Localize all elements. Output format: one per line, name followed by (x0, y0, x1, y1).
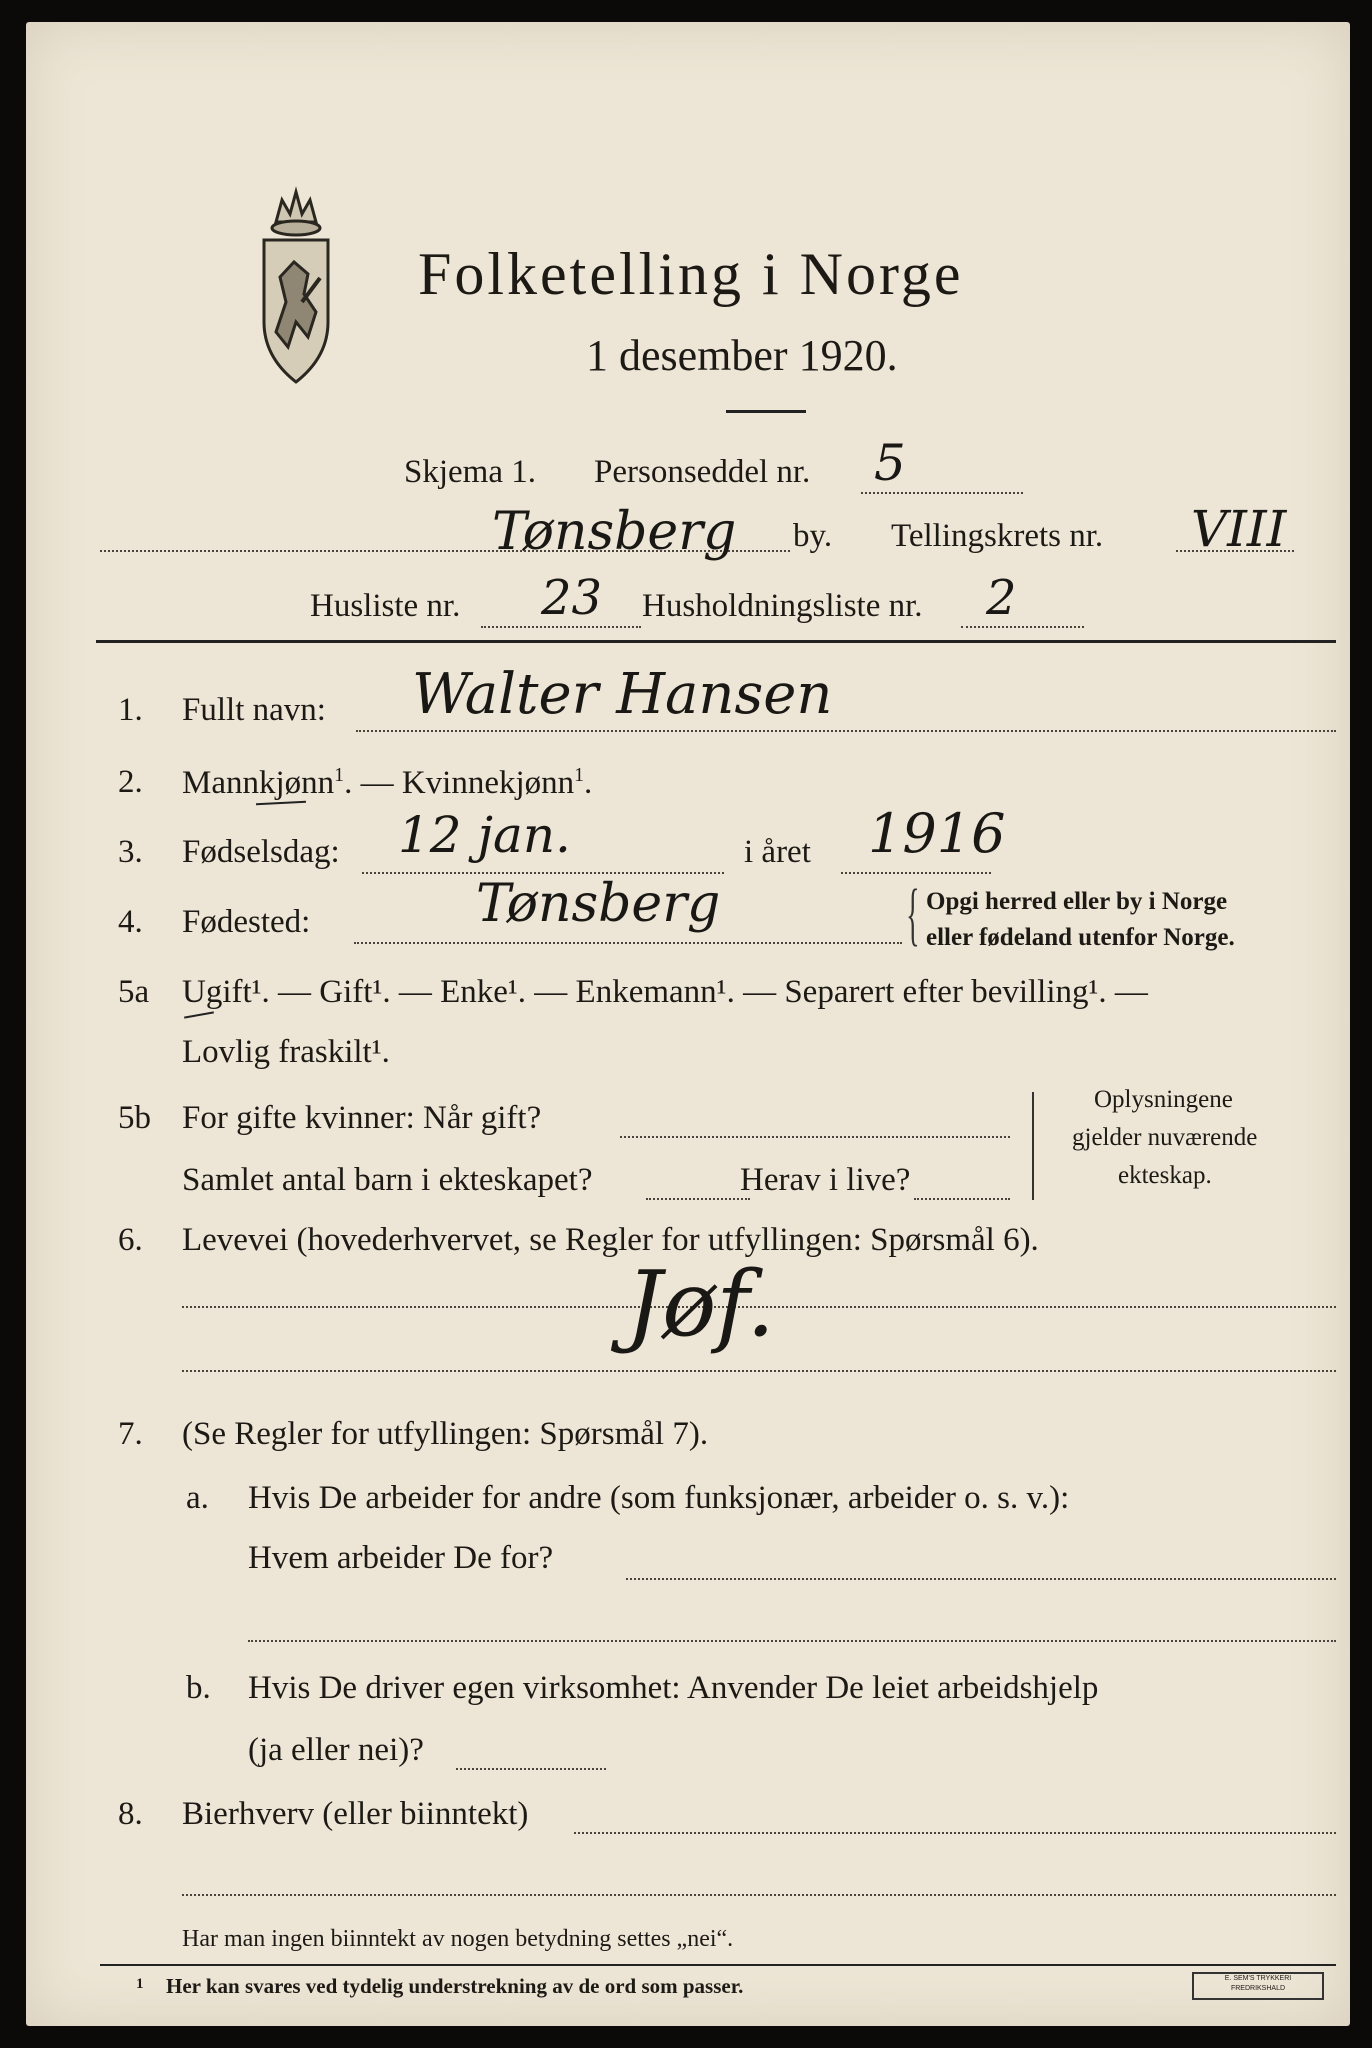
q7a-answer-line1 (626, 1578, 1336, 1580)
q2-kvinnekjonn: Kvinnekjønn (401, 765, 575, 801)
header-rule (96, 640, 1336, 643)
q3-year-value: 1916 (868, 802, 1006, 865)
footnote-mark: 1 (136, 1976, 144, 1992)
q2-number: 2. (118, 764, 143, 800)
husholdning-value: 2 (986, 570, 1017, 626)
q7a-line1: Hvis De arbeider for andre (som funksjonær, arbeider o. s. v.): (248, 1480, 1070, 1516)
husliste-label: Husliste nr. (310, 588, 461, 624)
q5a-underline-mark (184, 1011, 214, 1018)
q1-value: Walter Hansen (412, 662, 833, 727)
husholdning-label: Husholdningsliste nr. (642, 588, 923, 624)
q5a-options: Ugift¹. — Gift¹. — Enke¹. — Enkemann¹. — Separert efter bevilling¹. — (182, 974, 1148, 1010)
q5b-note-line3: ekteskap. (1118, 1162, 1212, 1189)
q4-label: Fødested: (182, 904, 311, 940)
q4-number: 4. (118, 904, 143, 940)
q5b-children-line (646, 1198, 750, 1200)
tellingskrets-label: Tellingskrets nr. (891, 518, 1104, 554)
personseddel-line (861, 492, 1023, 494)
q4-note-line2: eller fødeland utenfor Norge. (926, 924, 1235, 951)
q6-line2 (182, 1370, 1336, 1372)
q4-note-line1: Opgi herred eller by i Norge (926, 888, 1228, 915)
q7a-letter: a. (186, 1480, 209, 1516)
husholdning-line (961, 626, 1084, 628)
q6-value: Jøf. (626, 1252, 775, 1357)
footer-rule (100, 1964, 1336, 1966)
q5b-note-line1: Oplysningene (1094, 1086, 1233, 1113)
personseddel-value: 5 (874, 434, 906, 492)
q4-value: Tønsberg (476, 874, 721, 934)
q3-label: Fødselsdag: (182, 834, 340, 870)
q7-number: 7. (118, 1416, 143, 1452)
q3-year-line (841, 872, 991, 874)
q7a-line2: Hvem arbeider De for? (248, 1540, 554, 1576)
q4-brace: { (906, 876, 920, 953)
q5b-bracket (1032, 1092, 1034, 1200)
printer-mark (1192, 1972, 1324, 2000)
husliste-value: 23 (541, 570, 603, 626)
q7b-answer-line (456, 1768, 606, 1770)
q6-label: Levevei (hovederhvervet, se Regler for utfyllingen: Spørsmål 6). (182, 1222, 1039, 1258)
q8-label: Bierhverv (eller biinntekt) (182, 1796, 529, 1832)
q5a-number: 5a (118, 974, 150, 1010)
q2-mannkjonn: Mannkjønn (182, 765, 335, 801)
q1-line (356, 730, 1336, 732)
form-date: 1 desember 1920. (586, 331, 898, 380)
form-title: Folketelling i Norge (418, 241, 964, 307)
skjema-label: Skjema 1. (404, 454, 536, 490)
q7b-letter: b. (186, 1670, 211, 1706)
q7a-answer-line2 (248, 1640, 1336, 1642)
q5b-label-alive: Herav i live? (740, 1162, 911, 1198)
q3-number: 3. (118, 834, 143, 870)
printer-line1: E. SEM'S TRYKKERI (1224, 1975, 1292, 1982)
q5b-label-married: For gifte kvinner: Når gift? (182, 1100, 542, 1136)
q7b-line2: (ja eller nei)? (248, 1732, 424, 1768)
census-form (26, 22, 1350, 2026)
q3-value: 12 jan. (398, 806, 571, 864)
q5a-options-cont: Lovlig fraskilt¹. (182, 1034, 390, 1070)
q7b-line1: Hvis De driver egen virksomhet: Anvender De leiet arbeidshjelp (248, 1670, 1099, 1706)
q1-label: Fullt navn: (182, 692, 326, 728)
q1-number: 1. (118, 692, 143, 728)
footer-note: Har man ingen biinntekt av nogen betydning settes „nei“. (182, 1926, 734, 1952)
husliste-line (481, 626, 641, 628)
q5b-married-line (620, 1136, 1010, 1138)
q7-label: (Se Regler for utfyllingen: Spørsmål 7). (182, 1416, 709, 1452)
tellingskrets-value: VIII (1191, 500, 1287, 558)
q6-number: 6. (118, 1222, 143, 1258)
q4-line (354, 942, 902, 944)
q3-year-label: i året (744, 834, 811, 870)
tellingskrets-line (1176, 550, 1294, 552)
city-value: Tønsberg (492, 502, 737, 562)
q2-end: . (584, 765, 593, 801)
q8-line2 (182, 1894, 1336, 1896)
q8-line1 (574, 1832, 1336, 1834)
q5b-note-line2: gjelder nuværende (1072, 1124, 1258, 1151)
personseddel-label: Personseddel nr. (594, 454, 811, 490)
q2-options: Mannkjønn$^1$. — Kvinnekjønn$^1$. (182, 764, 593, 801)
q2-dash: . — (344, 765, 394, 801)
q5b-number: 5b (118, 1100, 151, 1136)
q8-number: 8. (118, 1796, 143, 1832)
printer-line2: FREDRIKSHALD (1230, 1985, 1286, 1992)
q5b-label-children: Samlet antal barn i ekteskapet? (182, 1162, 593, 1198)
q5b-alive-line (914, 1198, 1010, 1200)
footnote-text: Her kan svares ved tydelig understrekning av de ord som passer. (166, 1974, 744, 1998)
title-divider (726, 410, 806, 413)
coat-of-arms-icon (246, 182, 346, 392)
by-label: by. (793, 518, 833, 554)
